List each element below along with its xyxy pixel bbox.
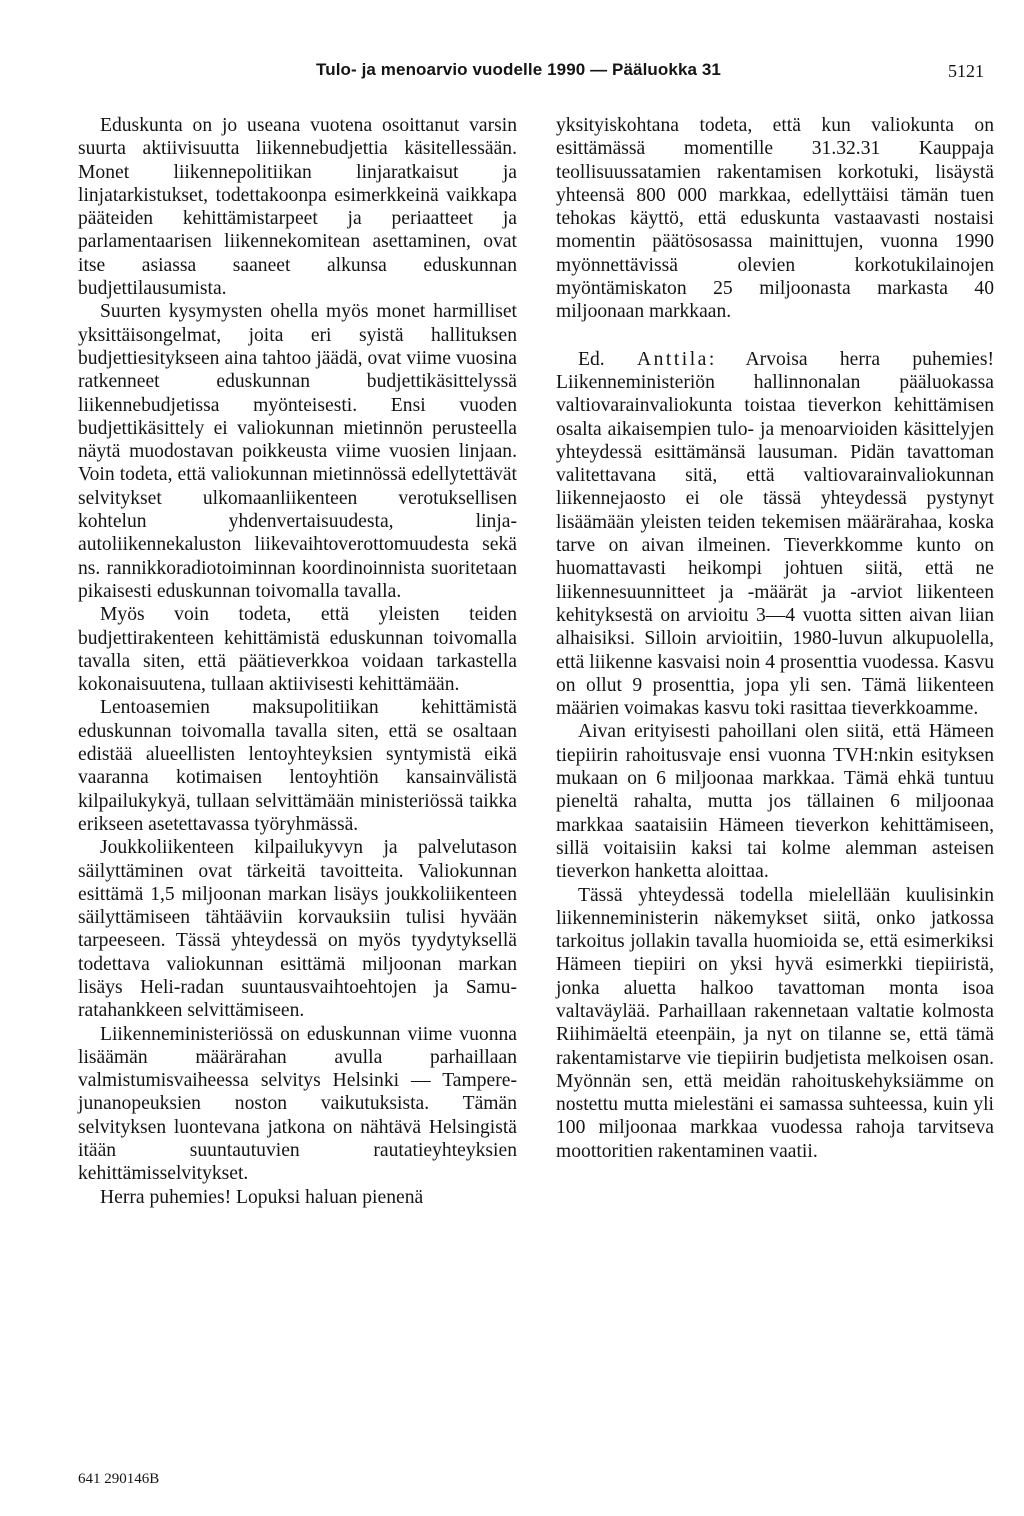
page-number: 5121 [948,61,984,81]
paragraph-spacer [556,324,994,348]
paragraph: Lentoasemien maksupolitiikan kehittämistä eduskunnan toivomalla tavalla siten, että se osaltaan edistää alueellisten lentoyhteyksien syntymistä eikä vaaranna kotimaisen lentoyhtiön kansainvälistä kilpailukykyä, tullaan selvittämään ministeriössä taikka erikseen asetettavassa työryhmässä. [78,697,517,835]
paragraph: Herra puhemies! Lopuksi haluan pienenä [100,1186,424,1208]
speaker-colon: : [708,348,715,370]
paragraph: Joukkoliikenteen kilpailukyvyn ja palvelutason säilyttäminen ovat tärkeitä tavoitteita. Valiokunnan esittämä 1,5 miljoonan markan lisäys joukkoliikenteen säilyttämiseen tähtääviin korvauksiin tulisi hyvään tarpeeseen. Tässä yhteydessä on myös tyydytyksellä todettava valiokunnan esittämä miljoonan markan lisäys Heli-radan suuntausvaihtoehtojen ja Samu-ratahankkeen selvittämiseen. [78,837,517,1022]
paragraph: Aivan erityisesti pahoillani olen siitä, että Hämeen tiepiirin rahoitusvaje ensi vuonna TVH:nkin esityksen mukaan on 6 miljoonaa markkaa. Tämä ehkä tuntuu pieneltä rahalta, mutta jos tällainen 6 miljoonaa markkaa saataisiin Hämeen tieverkon kehittämiseen, sillä voitaisiin kaksi tai kolme alemman asteisen tieverkon hanketta aloittaa. [556,721,994,883]
paragraph: Liikenneministeriössä on eduskunnan viime vuonna lisäämän määrärahan avulla parhaillaan valmistumisvaiheessa selvitys Helsinki — Tampere-junanopeuksien noston vaikutuksista. Tämän selvityksen luontevana jatkona on nähtävä Helsingistä itään suuntautuvien rautatieyhteyksien kehittämisselvitykset. [78,1023,517,1185]
paragraph: Myös voin todeta, että yleisten teiden budjettirakenteen kehittämistä eduskunnan toivomalla tavalla siten, että päätieverkkoa voidaan tarkastella kokonaisuutena, tullaan aktiivisesti kehittämään. [78,604,517,696]
paragraph: Suurten kysymysten ohella myös monet harmilliset yksittäisongelmat, joita eri syistä hallituksen budjettiesitykseen aina tahtoo jäädä, ovat viime vuosina ratkenneet eduskunnan budjettikäsittelyssä liikennebudjetissa myönteisesti. Ensi vuoden budjettikäsittely ei valiokunnan mietinnön perusteella näytä muodostavan poikkeusta viime vuosien linjaan. Voin todeta, että valiokunnan mietinnössä edellytettävät selvitykset ulkomaanliikenteen verotuksellisen kohtelun yhdenvertaisuudesta, linja-autoliikennekaluston liikevaihtoverottomuudesta sekä ns. rannikkoradiotoiminnan koordinoinnista suoritetaan pikaisesti eduskunnan toivomalla tavalla. [78,301,517,602]
left-column [78,114,517,1209]
speech-text: Arvoisa herra puhemies! Liikenneministeriön hallinnonalan pääluokassa valtiovarainvaliokunta toistaa tieverkon kehittämisen osalta aikaisempien tulo- ja menoarvioiden käsittelyjen yhteydessä esittämänsä lausuman. Pidän tavattoman valitettavana sitä, että valtiovarainvaliokunnan liikennejaosto ei ole tässä yhteydessä pystynyt lisäämään yleisten teiden tekemisen määrärahaa, koska tarve on aivan ilmeinen. Tieverkkomme kunto on huomattavasti heikompi johtuen siitä, että ne liikennesuunnitteet ja -määrät ja -arviot liikenteen kehityksestä on arvioitu 3—4 vuotta sitten aivan liian alhaisiksi. Silloin arvioitiin, 1980-luvun alkupuolella, että liikenne kasvaisi noin 4 prosenttia vuodessa. Kasvu on ollut 9 prosenttia, jopa yli sen. Tämä liikenteen määrien voimakas kasvu toki rasittaa tieverkkoamme. [556,348,994,720]
paragraph-continuation: yksityiskohtana todeta, että kun valiokunta on esittämässä momentille 31.32.31 Kauppaja teollisuussatamien rakentamisen korkotuki, lisäystä yhteensä 800 000 markkaa, edellyttäisi tämän tuen tehokas käyttö, että eduskunta vastaavasti nostaisi momentin päätösosassa mainittujen, vuonna 1990 myönnettävissä olevien korkotukilainojen myöntämiskaton 25 miljoonasta markasta 40 miljoonaan markkaan. [556,115,994,323]
page-header [0,60,1024,88]
print-code: 641 290146B [78,1471,160,1487]
paragraph: Tässä yhteydessä todella mielellään kuulisinkin liikenneministerin näkemykset siitä, onko jatkossa tarkoitus jollakin tavalla huomioida se, että esimerkiksi Hämeen tiepiiri on yksi hyvä esimerkki tiepiiristä, jonka aluetta halkoo tavattoman monta isoa valtaväylää. Parhaillaan rakennetaan valtatie kolmosta Riihimäeltä eteenpäin, ja nyt on tilanne se, että tämä rakentamistarve vie tiepiirin budjetista melkoisen osan. Myönnän sen, että meidän rahoituskehyksiämme on nostettu mutta mielestäni ei samassa suhteessa, kuin yli 100 miljoonaa markkaa vuodessa rahoja tarvitseva moottoritien rakentaminen vaatii. [556,884,994,1162]
paragraph: Eduskunta on jo useana vuotena osoittanut varsin suurta aktiivisuutta liikennebudjettia käsitellessään. Monet liikennepolitiikan linjaratkaisut ja linjatarkistukset, todettakoonpa esimerkkeinä vaikkapa pääteiden kehittämistarpeet ja periaatteet ja parlamentaarisen liikennekomitean asettaminen, ovat itse asiassa saaneet alkunsa eduskunnan budjettilausumista. [78,115,517,300]
right-column [556,114,994,1163]
speaker-prefix: Ed. [578,348,637,370]
running-title: Tulo- ja menoarvio vuodelle 1990 — Pääluokka 31 [316,60,721,79]
speech-paragraph [556,348,994,721]
speaker-name: Anttila [636,348,709,370]
